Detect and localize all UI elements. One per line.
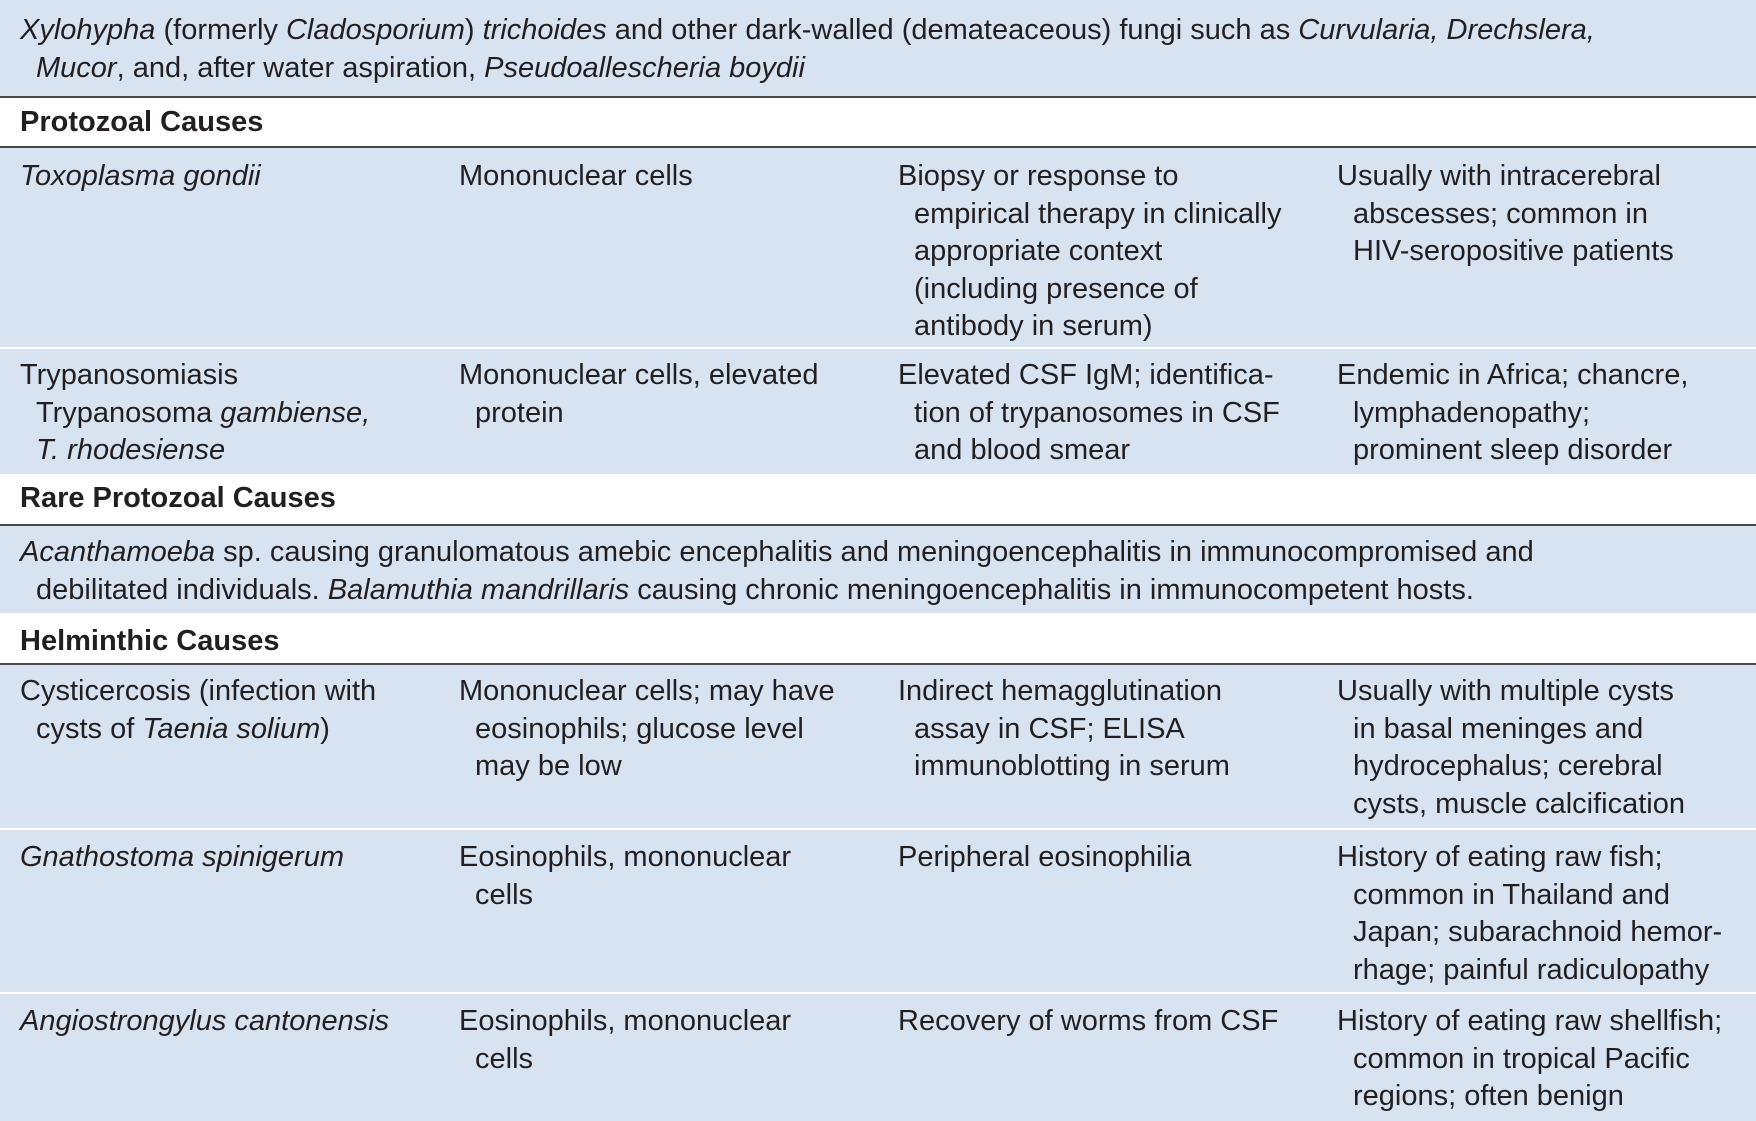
comments-cell bbox=[1337, 1003, 1722, 1116]
text-segment: Trypanosoma bbox=[36, 396, 221, 429]
agent-name: Toxoplasma gondii bbox=[20, 160, 261, 192]
diagnosis-line: Elevated CSF IgM; identifica- bbox=[898, 359, 1274, 391]
csf-line: may be low bbox=[475, 750, 622, 782]
agent-cell bbox=[20, 673, 376, 748]
table-row bbox=[0, 828, 1756, 992]
fungal-continuation-text bbox=[20, 12, 1595, 87]
csf-cell bbox=[459, 673, 835, 786]
text-segment: ) bbox=[464, 14, 483, 46]
csf-line: eosinophils; glucose level bbox=[475, 712, 804, 745]
table-row bbox=[0, 992, 1756, 1121]
csf-cell bbox=[459, 1003, 791, 1078]
csf-line: Mononuclear cells bbox=[459, 160, 693, 192]
agent-name: Trypanosomiasis bbox=[20, 359, 239, 391]
agent-species bbox=[20, 395, 370, 433]
csf-line: Eosinophils, mononuclear bbox=[459, 1005, 792, 1037]
fungal-line-1 bbox=[20, 12, 1595, 50]
section-heading: Protozoal Causes bbox=[20, 106, 264, 138]
diagnosis-cell bbox=[898, 839, 1191, 877]
organism-name: Mucor bbox=[36, 51, 117, 84]
csf-cell bbox=[459, 357, 818, 432]
csf-line: Mononuclear cells; may have bbox=[459, 675, 835, 707]
comments-line: History of eating raw fish; bbox=[1337, 841, 1663, 873]
organism-name: gambiense, bbox=[220, 396, 371, 429]
diagnosis-cell bbox=[898, 357, 1280, 470]
csf-line: cells bbox=[475, 1042, 534, 1075]
comments-line: abscesses; common in bbox=[1353, 197, 1648, 230]
text-segment: , and, after water aspiration, bbox=[116, 51, 485, 84]
comments-cell bbox=[1337, 357, 1688, 470]
comments-line: lymphadenopathy; bbox=[1353, 396, 1590, 429]
agent-cell bbox=[20, 158, 261, 196]
comments-line: common in Thailand and bbox=[1353, 878, 1671, 911]
comments-cell bbox=[1337, 673, 1685, 823]
agent-name: Angiostrongylus cantonensis bbox=[20, 1005, 390, 1037]
organism-name: trichoides bbox=[482, 14, 607, 46]
rare-protozoal-row bbox=[0, 526, 1756, 613]
agent-cell bbox=[20, 357, 370, 470]
agent-cell bbox=[20, 1003, 389, 1041]
rare-protozoal-text bbox=[20, 534, 1534, 609]
diagnosis-line: (including presence of bbox=[914, 272, 1198, 305]
rare-line-1 bbox=[20, 534, 1534, 572]
diagnosis-line: appropriate context bbox=[914, 235, 1163, 267]
diagnosis-line: assay in CSF; ELISA bbox=[914, 712, 1185, 745]
comments-line: common in tropical Pacific bbox=[1353, 1042, 1690, 1075]
comments-line: History of eating raw shellfish; bbox=[1337, 1005, 1723, 1037]
comments-line: prominent sleep disorder bbox=[1353, 434, 1673, 466]
csf-cell bbox=[459, 158, 693, 196]
fungal-continuation-row bbox=[0, 0, 1756, 96]
organism-name: Acanthamoeba bbox=[20, 536, 216, 568]
csf-line: cells bbox=[475, 878, 534, 911]
diagnosis-cell bbox=[898, 673, 1230, 786]
section-heading-protozoal bbox=[0, 96, 1756, 146]
agent-cell bbox=[20, 839, 344, 877]
organism-name: Taenia solium bbox=[142, 712, 321, 745]
text-segment: causing chronic meningoencephalitis in immunocompetent hosts. bbox=[629, 573, 1474, 606]
diagnosis-cell bbox=[898, 158, 1281, 346]
comments-line: hydrocephalus; cerebral bbox=[1353, 750, 1663, 782]
csf-line: protein bbox=[475, 396, 564, 429]
comments-line: rhage; painful radiculopathy bbox=[1353, 953, 1710, 986]
diagnosis-line: empirical therapy in clinically bbox=[914, 197, 1282, 230]
comments-line: regions; often benign bbox=[1353, 1080, 1624, 1112]
diagnosis-line: antibody in serum) bbox=[914, 310, 1153, 342]
table-row bbox=[0, 347, 1756, 474]
comments-line: HIV-seropositive patients bbox=[1353, 235, 1674, 267]
table-row bbox=[0, 665, 1756, 828]
agent-detail bbox=[20, 711, 376, 749]
diagnosis-line: Biopsy or response to bbox=[898, 160, 1179, 192]
csf-line: Eosinophils, mononuclear bbox=[459, 841, 792, 873]
comments-line: Usually with multiple cysts bbox=[1337, 675, 1674, 707]
comments-line: Endemic in Africa; chancre, bbox=[1337, 359, 1689, 391]
diagnosis-line: Recovery of worms from CSF bbox=[898, 1005, 1279, 1037]
diagnosis-line: immunoblotting in serum bbox=[914, 750, 1230, 782]
csf-line: Mononuclear cells, elevated bbox=[459, 359, 819, 391]
section-heading: Rare Protozoal Causes bbox=[20, 482, 336, 514]
csf-cell bbox=[459, 839, 791, 914]
text-segment: debilitated individuals. bbox=[36, 573, 328, 606]
diagnosis-line: and blood smear bbox=[914, 434, 1131, 466]
text-segment: ) bbox=[320, 712, 330, 745]
rare-line-2 bbox=[20, 572, 1534, 610]
table-row bbox=[0, 146, 1756, 347]
fungal-line-2 bbox=[20, 50, 1595, 88]
section-heading: Helminthic Causes bbox=[20, 625, 280, 657]
text-segment: and other dark-walled (demateaceous) fungi such as bbox=[606, 14, 1299, 46]
diagnosis-line: Indirect hemagglutination bbox=[898, 675, 1223, 707]
text-segment: sp. causing granulomatous amebic encephalitis and meningoencephalitis in immunocompromised and bbox=[215, 536, 1534, 568]
diagnosis-line: tion of trypanosomes in CSF bbox=[914, 396, 1280, 429]
diagnosis-cell bbox=[898, 1003, 1278, 1041]
comments-line: in basal meninges and bbox=[1353, 712, 1644, 745]
organism-name: Pseudoallescheria boydii bbox=[484, 51, 805, 84]
section-heading-rare-protozoal bbox=[0, 474, 1756, 526]
agent-name: Cysticercosis (infection with bbox=[20, 675, 377, 707]
organism-name: T. rhodesiense bbox=[36, 434, 226, 466]
organism-name: Xylohypha bbox=[20, 14, 156, 46]
comments-cell bbox=[1337, 158, 1674, 271]
organism-name: Curvularia, Drechslera, bbox=[1298, 14, 1595, 46]
section-heading-helminthic bbox=[0, 613, 1756, 665]
text-segment: (formerly bbox=[155, 14, 286, 46]
comments-line: cysts, muscle calcification bbox=[1353, 787, 1685, 820]
organism-name: Balamuthia mandrillaris bbox=[327, 573, 630, 606]
comments-line: Usually with intracerebral bbox=[1337, 160, 1661, 192]
organism-name: Cladosporium bbox=[285, 14, 465, 46]
diagnosis-line: Peripheral eosinophilia bbox=[898, 841, 1192, 873]
text-segment: cysts of bbox=[36, 712, 143, 745]
agent-name: Gnathostoma spinigerum bbox=[20, 841, 344, 873]
comments-line: Japan; subarachnoid hemor- bbox=[1353, 916, 1723, 948]
comments-cell bbox=[1337, 839, 1722, 989]
